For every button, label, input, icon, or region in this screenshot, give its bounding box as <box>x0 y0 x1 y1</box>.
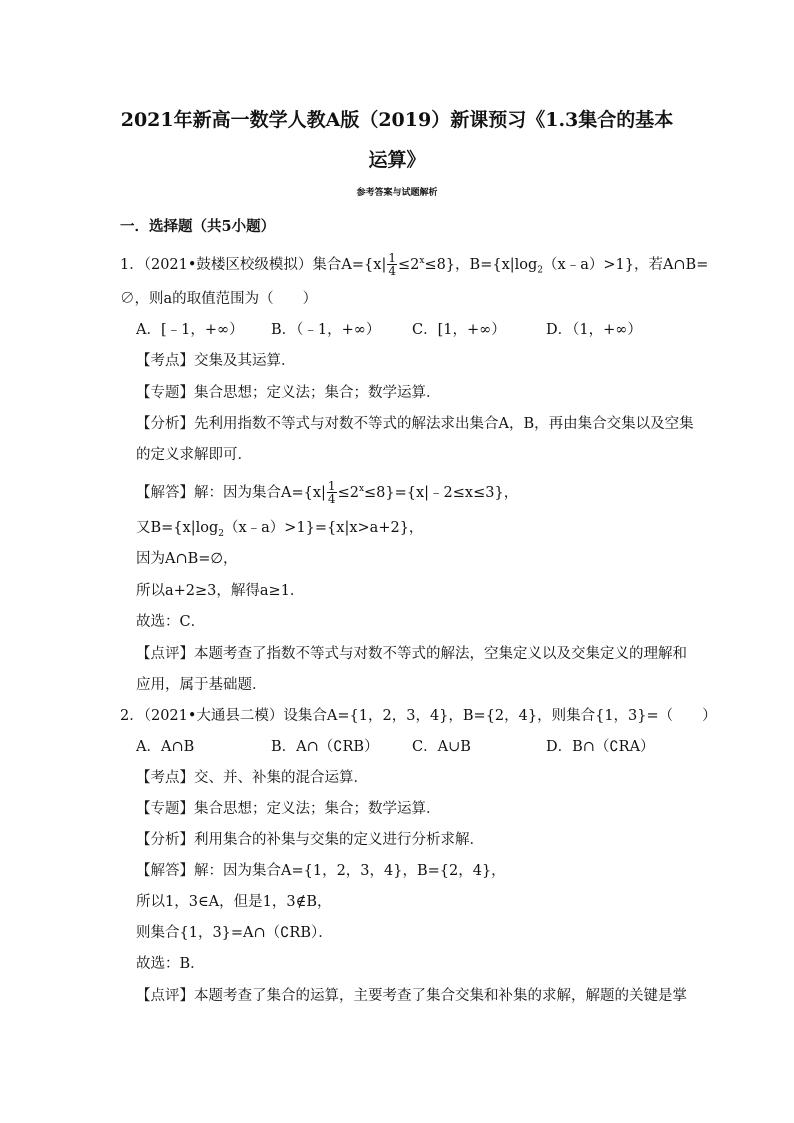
q1-fraction <box>387 252 397 277</box>
q2-jieda-tag: 【解答】 <box>136 863 194 879</box>
q1-jieda-a: 解：因为集合A={x| <box>194 484 326 501</box>
q1-dianping-line2: 应用，属于基础题． <box>136 677 267 693</box>
q1-stem <box>120 252 708 280</box>
q2-dianping-tag: 【点评】 <box>136 988 194 1004</box>
q1-jieda-b-sup: x <box>358 484 365 494</box>
q1-zhuanti <box>136 384 441 402</box>
q1-fenxi <box>136 415 694 433</box>
q2-dianping-text: 本题考查了集合的运算，主要考查了集合交集和补集的求解，解题的关键是掌 <box>194 988 687 1004</box>
q2-zhuanti <box>136 800 441 818</box>
q1-jieda-fraction <box>327 480 337 505</box>
q1-option-c: C．[1，+∞） <box>412 322 506 338</box>
q1-frac-num: 1 <box>388 251 396 266</box>
q1-jieda-den: 4 <box>327 492 336 507</box>
q1-fenxi-tag: 【分析】 <box>136 416 194 432</box>
q1-jieda-c: ≤8}={x|﹣2≤x≤3}， <box>364 484 519 501</box>
q2-sol3: 则集合{1，3}=A∩（∁RB）． <box>136 925 333 941</box>
q1-kaodian <box>136 352 296 370</box>
q1-option-d: D．（1，+∞） <box>546 322 642 338</box>
q1-sol2-sub: 2 <box>218 528 224 539</box>
q1-sol2-a: 又B={x|log <box>136 520 219 536</box>
q1-kaodian-text: 交集及其运算． <box>194 353 296 369</box>
q2-sol4: 故选：B． <box>136 956 205 972</box>
q2-jieda <box>136 862 506 880</box>
q2-kaodian <box>136 769 368 787</box>
doc-title-line2: 运算》 <box>368 149 426 171</box>
q2-sol2: 所以1，3∈A，但是1，3∉B， <box>136 894 332 910</box>
q1-jieda-b: ≤2 <box>337 484 359 501</box>
q1-zhuanti-tag: 【专题】 <box>136 385 194 401</box>
q2-option-b: B．A∩（∁RB） <box>271 739 379 755</box>
q1-zhuanti-text: 集合思想；定义法；集合；数学运算． <box>194 385 441 401</box>
q1-stem-line2: ∅，则a的取值范围为（ ） <box>120 291 318 307</box>
q1-jieda <box>136 480 518 505</box>
q2-option-c: C．A∪B <box>412 739 471 755</box>
section-heading: 一．选择题（共5小题） <box>120 218 276 235</box>
q1-jieda-num: 1 <box>327 479 336 494</box>
q2-option-a: A．A∩B <box>136 739 195 755</box>
q1-option-a: A．[﹣1，+∞） <box>136 322 244 338</box>
q1-sol5: 故选：C． <box>136 614 206 630</box>
q2-fenxi-tag: 【分析】 <box>136 832 194 848</box>
q1-stem-d: （x﹣a）>1}，若A∩B= <box>543 256 709 273</box>
q1-stem-c: ≤8}，B={x|log <box>424 256 538 273</box>
q2-fenxi <box>136 831 484 849</box>
q1-sol2 <box>136 519 423 543</box>
q1-stem-c-sub: 2 <box>537 265 544 276</box>
q1-stem-a: 1．（2021•鼓楼区校级模拟）集合A={x| <box>120 256 387 273</box>
q1-fenxi-text: 先利用指数不等式与对数不等式的解法求出集合A，B，再由集合交集以及空集 <box>194 416 694 432</box>
q1-dianping-tag: 【点评】 <box>136 646 194 662</box>
q1-kaodian-tag: 【考点】 <box>136 353 194 369</box>
q2-zhuanti-tag: 【专题】 <box>136 801 194 817</box>
q1-dianping-text: 本题考查了指数不等式与对数不等式的解法，空集定义以及交集定义的理解和 <box>194 646 687 662</box>
q2-zhuanti-text: 集合思想；定义法；集合；数学运算． <box>194 801 441 817</box>
q2-stem: 2．（2021•大通县二模）设集合A={1，2，3，4}，B={2，4}，则集合{1，3}=（ ） <box>120 708 717 724</box>
q2-kaodian-text: 交、并、补集的混合运算． <box>194 770 368 786</box>
q2-option-d: D．B∩（∁RA） <box>546 739 655 755</box>
q1-sol4: 所以a+2≥3，解得a≥1． <box>136 583 305 599</box>
q2-dianping <box>136 987 687 1005</box>
q1-stem-b: ≤2 <box>397 256 420 273</box>
q2-jieda-text: 解：因为集合A={1，2，3，4}，B={2，4}， <box>194 863 506 879</box>
doc-title-line1: 2021年新高一数学人教A版（2019）新课预习《1.3集合的基本 <box>120 109 674 131</box>
q1-stem-b-sup: x <box>419 256 425 266</box>
q1-fenxi-line2: 的定义求解即可． <box>136 447 252 463</box>
doc-subtitle: 参考答案与试题解析 <box>356 188 438 198</box>
q1-frac-den: 4 <box>388 264 396 279</box>
q1-option-b: B．（﹣1，+∞） <box>271 322 381 338</box>
q2-fenxi-text: 利用集合的补集与交集的定义进行分析求解． <box>194 832 484 848</box>
q1-jieda-tag: 【解答】 <box>136 484 194 501</box>
q1-sol3: 因为A∩B=∅， <box>136 551 238 567</box>
q1-sol2-b: （x﹣a）>1}={x|x>a+2}， <box>223 520 424 536</box>
q2-kaodian-tag: 【考点】 <box>136 770 194 786</box>
q1-dianping <box>136 645 687 663</box>
